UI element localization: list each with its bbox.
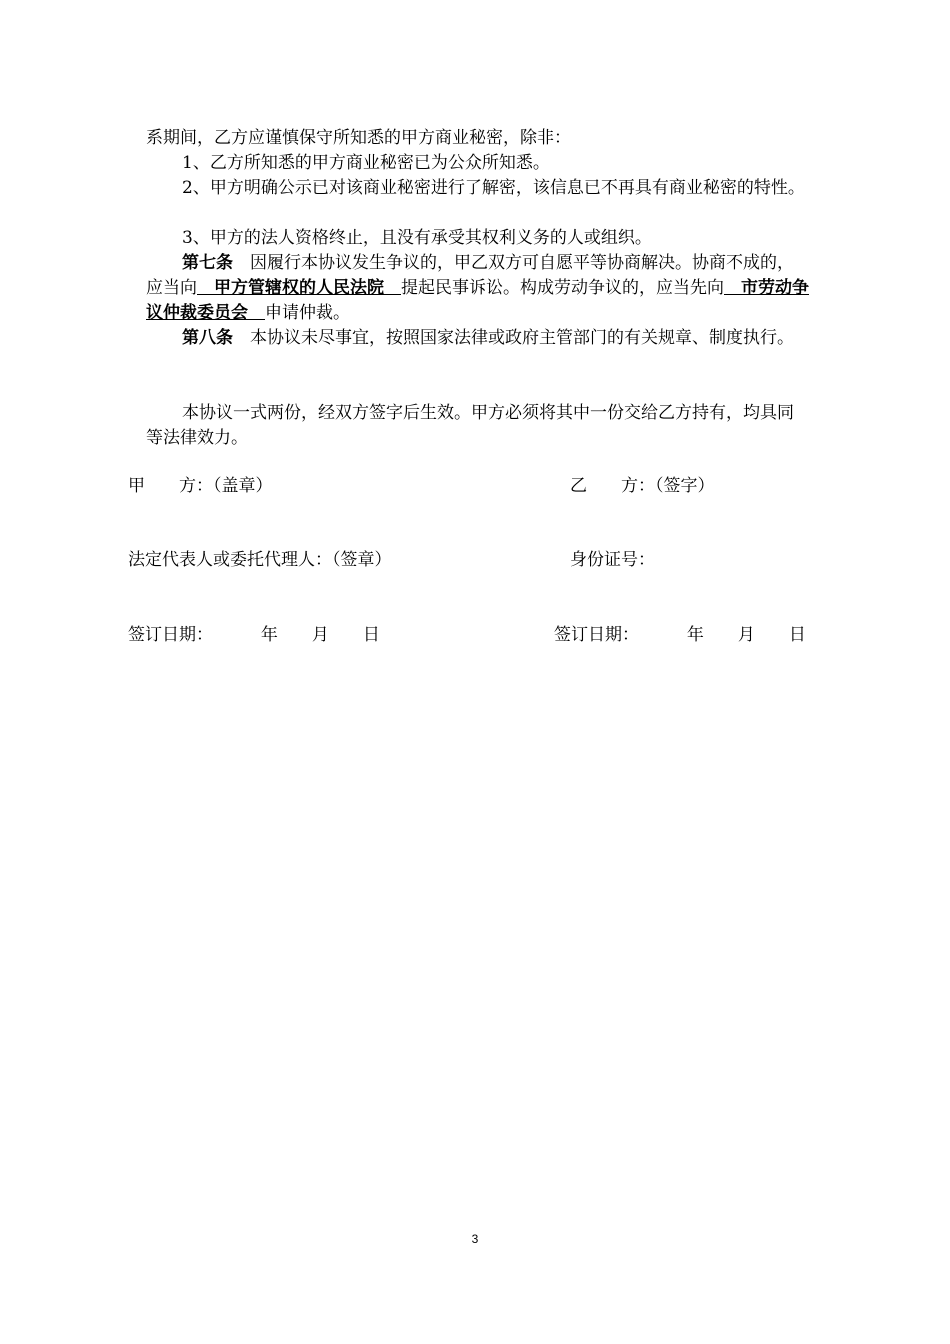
id-number-label: 身份证号： xyxy=(570,550,655,570)
article-8 xyxy=(146,326,810,351)
party-a-sign-date: 签订日期： 年 月 日 xyxy=(128,625,380,645)
party-b-sign-date: 签订日期： 年 月 日 xyxy=(554,625,806,645)
paragraph-item-2: 2、甲方明确公示已对该商业秘密进行了解密，该信息已不再具有商业秘密的特性。 xyxy=(182,178,805,198)
article-8-title: 第八条 xyxy=(182,328,233,348)
article-7-court: 甲方管辖权的人民法院 xyxy=(197,278,401,298)
paragraph-item-1: 1、乙方所知悉的甲方商业秘密已为公众所知悉。 xyxy=(182,153,550,173)
article-7 xyxy=(146,251,810,326)
paragraph-intro: 系期间，乙方应谨慎保守所知悉的甲方商业秘密，除非： xyxy=(146,128,571,148)
article-7-committee: 市劳动争议仲裁委员会 xyxy=(146,278,809,323)
party-a-seal-label: 甲 方：（盖章） xyxy=(128,476,273,496)
legal-representative-label: 法定代表人或委托代理人：（签章） xyxy=(128,550,392,570)
party-b-signature-label: 乙 方：（签字） xyxy=(570,476,715,496)
closing-paragraph: 本协议一式两份，经双方签字后生效。甲方必须将其中一份交给乙方持有，均具同等法律效力。 xyxy=(146,403,794,448)
article-7-text-2: 提起民事诉讼。构成劳动争议的，应当先向 xyxy=(401,278,724,298)
paragraph-item-3: 3、甲方的法人资格终止，且没有承受其权利义务的人或组织。 xyxy=(182,228,652,248)
article-8-text: 本协议未尽事宜，按照国家法律或政府主管部门的有关规章、制度执行。 xyxy=(233,328,794,348)
article-7-text-3: 申请仲裁。 xyxy=(265,303,350,323)
page-number: 3 xyxy=(471,1232,479,1246)
article-7-title: 第七条 xyxy=(182,253,233,273)
article-7-text-1: 因履行本协议发生争议的，甲乙双方可自愿平等协商解决。协商不成的，应当向 xyxy=(146,253,794,298)
